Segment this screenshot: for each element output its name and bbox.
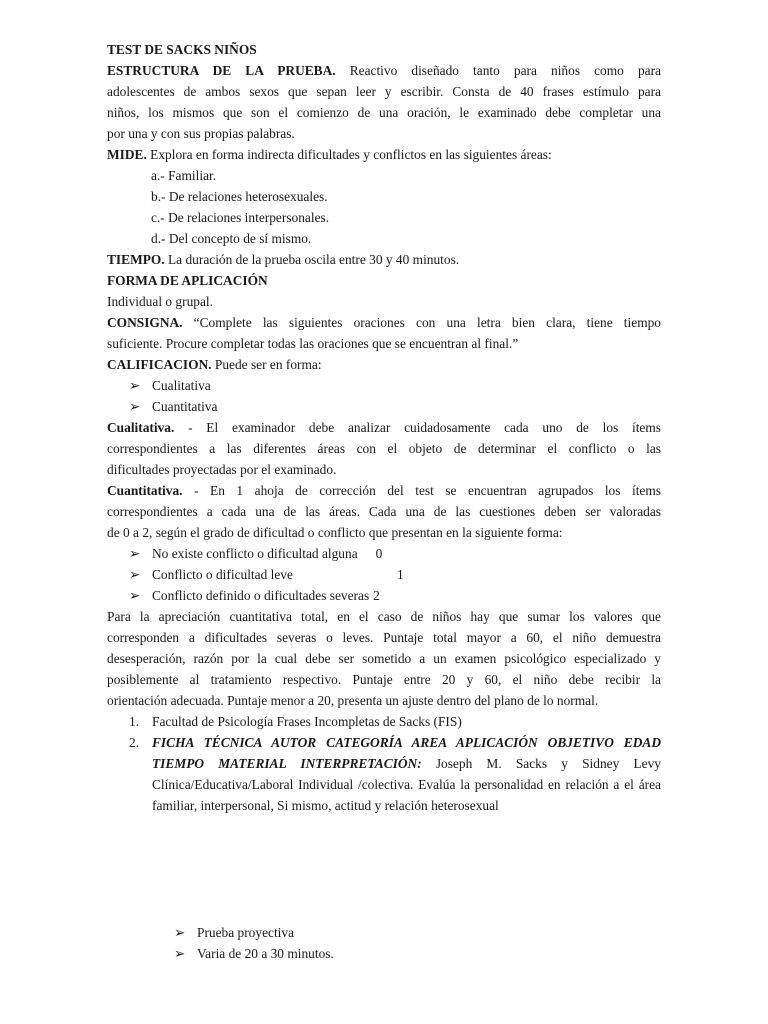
estructura-line-4: por una y con sus propias palabras. [107,126,295,141]
item-number: 2. [129,735,140,750]
estructura-line-2: adolescentes de ambos sexos que sepan leer y escribir. Consta de 40 frases estímulo para [107,84,661,99]
arrow-bullet-icon: ➢ [174,946,186,961]
document-title: TEST DE SACKS NIÑOS [107,42,257,57]
apreciacion-line-4: posiblemente al tratamiento respectivo. Puntaje entre 20 y 60, el niño debe recibir la [107,672,661,687]
apreciacion-line-3: desesperación, razón por la cual debe ser sometido a un examen psicológico especializado y [107,651,661,666]
cualitativa-line-2: correspondientes a las diferentes áreas con el objeto de determinar el conflicto o las [107,441,661,456]
arrow-bullet-icon: ➢ [129,588,141,603]
list-item: ➢ Varia de 20 a 30 minutos. [174,943,334,964]
mide-label: MIDE. [107,147,147,162]
cuantitativa-line-1: Cuantitativa. - En 1 ahoja de corrección del test se encuentran agrupados los ítems [107,483,661,498]
cualitativa-line-1: Cualitativa. - El examinador debe analizar cuidadosamente cada uno de los ítems [107,420,661,435]
tiempo-paragraph: TIEMPO. La duración de la prueba oscila entre 30 y 40 minutos. [107,252,460,267]
item-number: 1. [129,714,140,729]
cualitativa-line-3: dificultades proyectadas por el examinado. [107,462,337,477]
cuantitativa-line-2: correspondientes a cada una de las áreas. Cada una de las cuestiones deben ser valoradas [107,504,661,519]
score-item: ➢ Conflicto definido o dificultades severas 2 [107,585,661,606]
consigna-line-2: suficiente. Procure completar todas las oraciones que se encuentran al final.” [107,336,519,351]
estructura-line-3: niños, los mismos que son el comienzo de una oración, le examinado debe completar una [107,105,661,120]
arrow-bullet-icon: ➢ [129,546,141,561]
apreciacion-line-1: Para la apreciación cuantitativa total, en el caso de niños hay que sumar los valores que [107,609,661,624]
list-item: ➢ Prueba proyectiva [174,922,334,943]
forma-heading: FORMA DE APLICACIÓN [107,273,268,288]
mide-item: a.- Familiar. [151,168,217,183]
calificacion-paragraph: CALIFICACION. Puede ser en forma: [107,357,322,372]
arrow-bullet-icon: ➢ [174,925,186,940]
consigna-label: CONSIGNA. [107,315,183,330]
list-item: ➢ Cualitativa [107,375,661,396]
mide-item: b.- De relaciones heterosexuales. [151,189,328,204]
score-item: ➢ Conflicto o dificultad leve 1 [107,564,661,585]
score-value: 1 [396,567,404,582]
apreciacion-line-5: orientación adecuada. Puntaje menor a 20, presenta un ajuste dentro del plano de lo normal. [107,693,599,708]
score-item: ➢ No existe conflicto o dificultad alguna 0 [107,543,661,564]
mide-paragraph: MIDE. Explora en forma indirecta dificultades y conflictos en las siguientes áreas: [107,147,552,162]
arrow-bullet-icon: ➢ [129,378,141,393]
calificacion-label: CALIFICACION. [107,357,212,372]
estructura-line-1: ESTRUCTURA DE LA PRUEBA. Reactivo diseñado tanto para niños como para [107,63,661,78]
score-value: 2 [373,588,380,603]
score-value: 0 [375,546,383,561]
tiempo-label: TIEMPO. [107,252,165,267]
numbered-item: 2. FICHA TÉCNICA AUTOR CATEGORÍA AREA APLICACIÓN OBJETIVO EDAD TIEMPO MATERIAL INTERPRETACIÓN: Joseph M. Sacks y Sidney Levy Clínica/Educativa/Laboral Individual /colectiva. Evalúa la personalidad en relación a el área familiar, interpersonal, Si mismo, actitud y relación heterosexual [107,732,661,816]
arrow-bullet-icon: ➢ [129,567,141,582]
list-item: ➢ Cuantitativa [107,396,661,417]
tail-list [174,922,334,964]
cualitativa-label: Cualitativa. [107,420,175,435]
ficha-tecnica-label: FICHA TÉCNICA AUTOR CATEGORÍA AREA APLICACIÓN OBJETIVO EDAD TIEMPO MATERIAL INTERPRETACIÓN: [152,735,661,771]
apreciacion-line-2: corresponden a dificultades severas o leves. Puntaje total mayor a 60, el niño demuestra [107,630,661,645]
cuantitativa-label: Cuantitativa. [107,483,183,498]
mide-item: d.- Del concepto de sí mismo. [151,231,312,246]
numbered-item: 1. Facultad de Psicología Frases Incompletas de Sacks (FIS) [107,711,661,732]
estructura-label: ESTRUCTURA DE LA PRUEBA. [107,63,336,78]
cuantitativa-line-3: de 0 a 2, según el grado de dificultad o conflicto que presentan en la siguiente forma: [107,525,563,540]
document-body [107,39,661,816]
arrow-bullet-icon: ➢ [129,399,141,414]
forma-text: Individual o grupal. [107,294,213,309]
mide-item: c.- De relaciones interpersonales. [151,210,330,225]
consigna-line-1: CONSIGNA. “Complete las siguientes oraciones con una letra bien clara, tiene tiempo [107,315,661,330]
